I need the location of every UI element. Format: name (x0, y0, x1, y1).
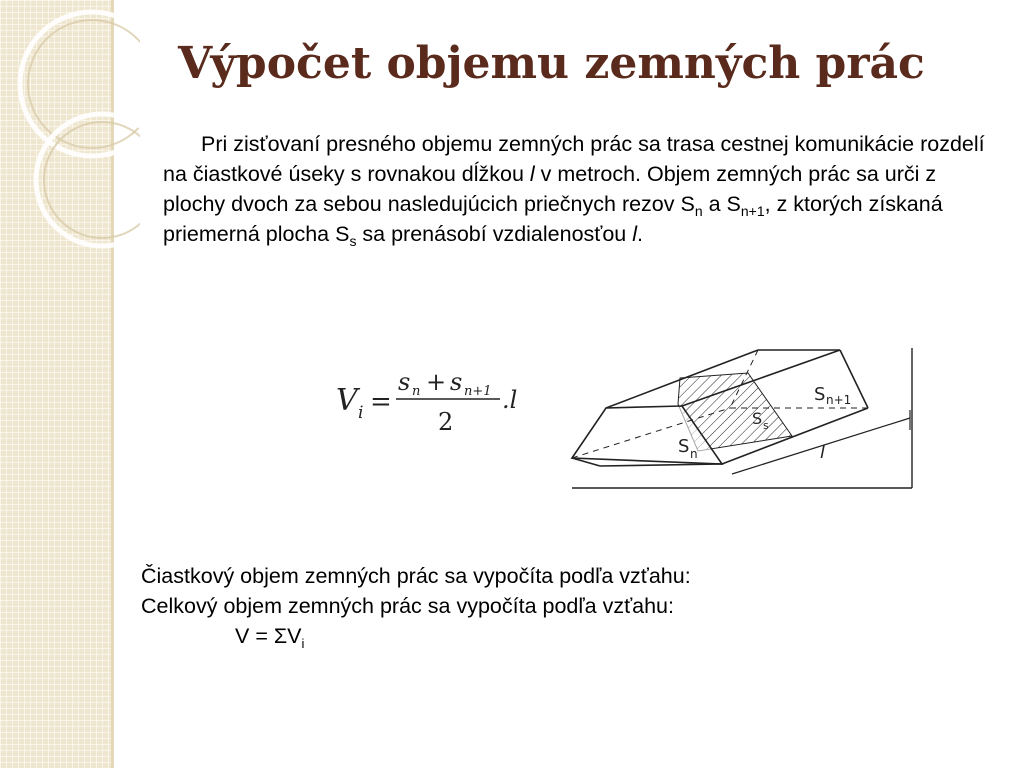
sub-n1: n+1 (740, 203, 765, 219)
total-formula (141, 621, 691, 651)
slide-title: Výpočet objemu zemných prác (178, 38, 925, 89)
partial-volume-line: Čiastkový objem zemných prác sa vypočíta podľa vzťahu: (141, 564, 691, 588)
formula-num-a: s (398, 368, 411, 396)
label-sn1-sub: n+1 (826, 393, 852, 407)
formula-lhs-sub: i (358, 403, 364, 423)
para-text-1: Pri zisťovaní presného objemu zemných prác sa trasa cestnej komunikácie rozdelí na čiastkové úseky s rovnakou dĺžkou (163, 132, 985, 186)
total-volume-line: Celkový objem zemných prác sa vypočíta podľa vzťahu: (141, 594, 674, 618)
total-formula-sub: i (301, 636, 305, 651)
label-ss: S (752, 409, 763, 428)
intro-paragraph (163, 129, 993, 249)
formula-num-b-sub: n+1 (464, 384, 492, 399)
total-formula-text: V = ΣV (235, 624, 302, 648)
formula-denominator: 2 (438, 408, 454, 436)
formula-num-a-sub: n (412, 384, 421, 399)
para-text-6: . (637, 222, 643, 246)
formula-equals: = (370, 387, 392, 417)
formula-num-b: s (450, 368, 463, 396)
para-text-4: , z ktorých získaná priemerná plocha S (163, 192, 943, 246)
decorative-rings (0, 0, 140, 330)
label-sn1: S (814, 384, 826, 405)
formula-plus: + (426, 368, 447, 396)
earthwork-solid-diagram (570, 348, 916, 490)
formula-lhs: V (336, 383, 358, 418)
label-ss-sub: s (763, 419, 769, 432)
label-sn-sub: n (690, 447, 698, 461)
label-length: l (820, 442, 826, 463)
para-text-5: sa prenásobí vzdialenosťou (356, 222, 633, 246)
volume-formula (332, 362, 532, 438)
bottom-text (141, 561, 691, 651)
sub-s: s (349, 233, 357, 249)
para-text-3: a S (702, 192, 741, 216)
length-symbol-2: l (632, 222, 638, 246)
length-symbol: l (529, 162, 535, 186)
formula-multiplier: .l (502, 386, 518, 414)
para-text-2: v metroch. Objem zemných prác sa urči z plochy dvoch za sebou nasledujúcich priečnych rezov S (163, 162, 937, 216)
sub-n: n (694, 203, 703, 219)
label-sn: S (678, 436, 690, 457)
